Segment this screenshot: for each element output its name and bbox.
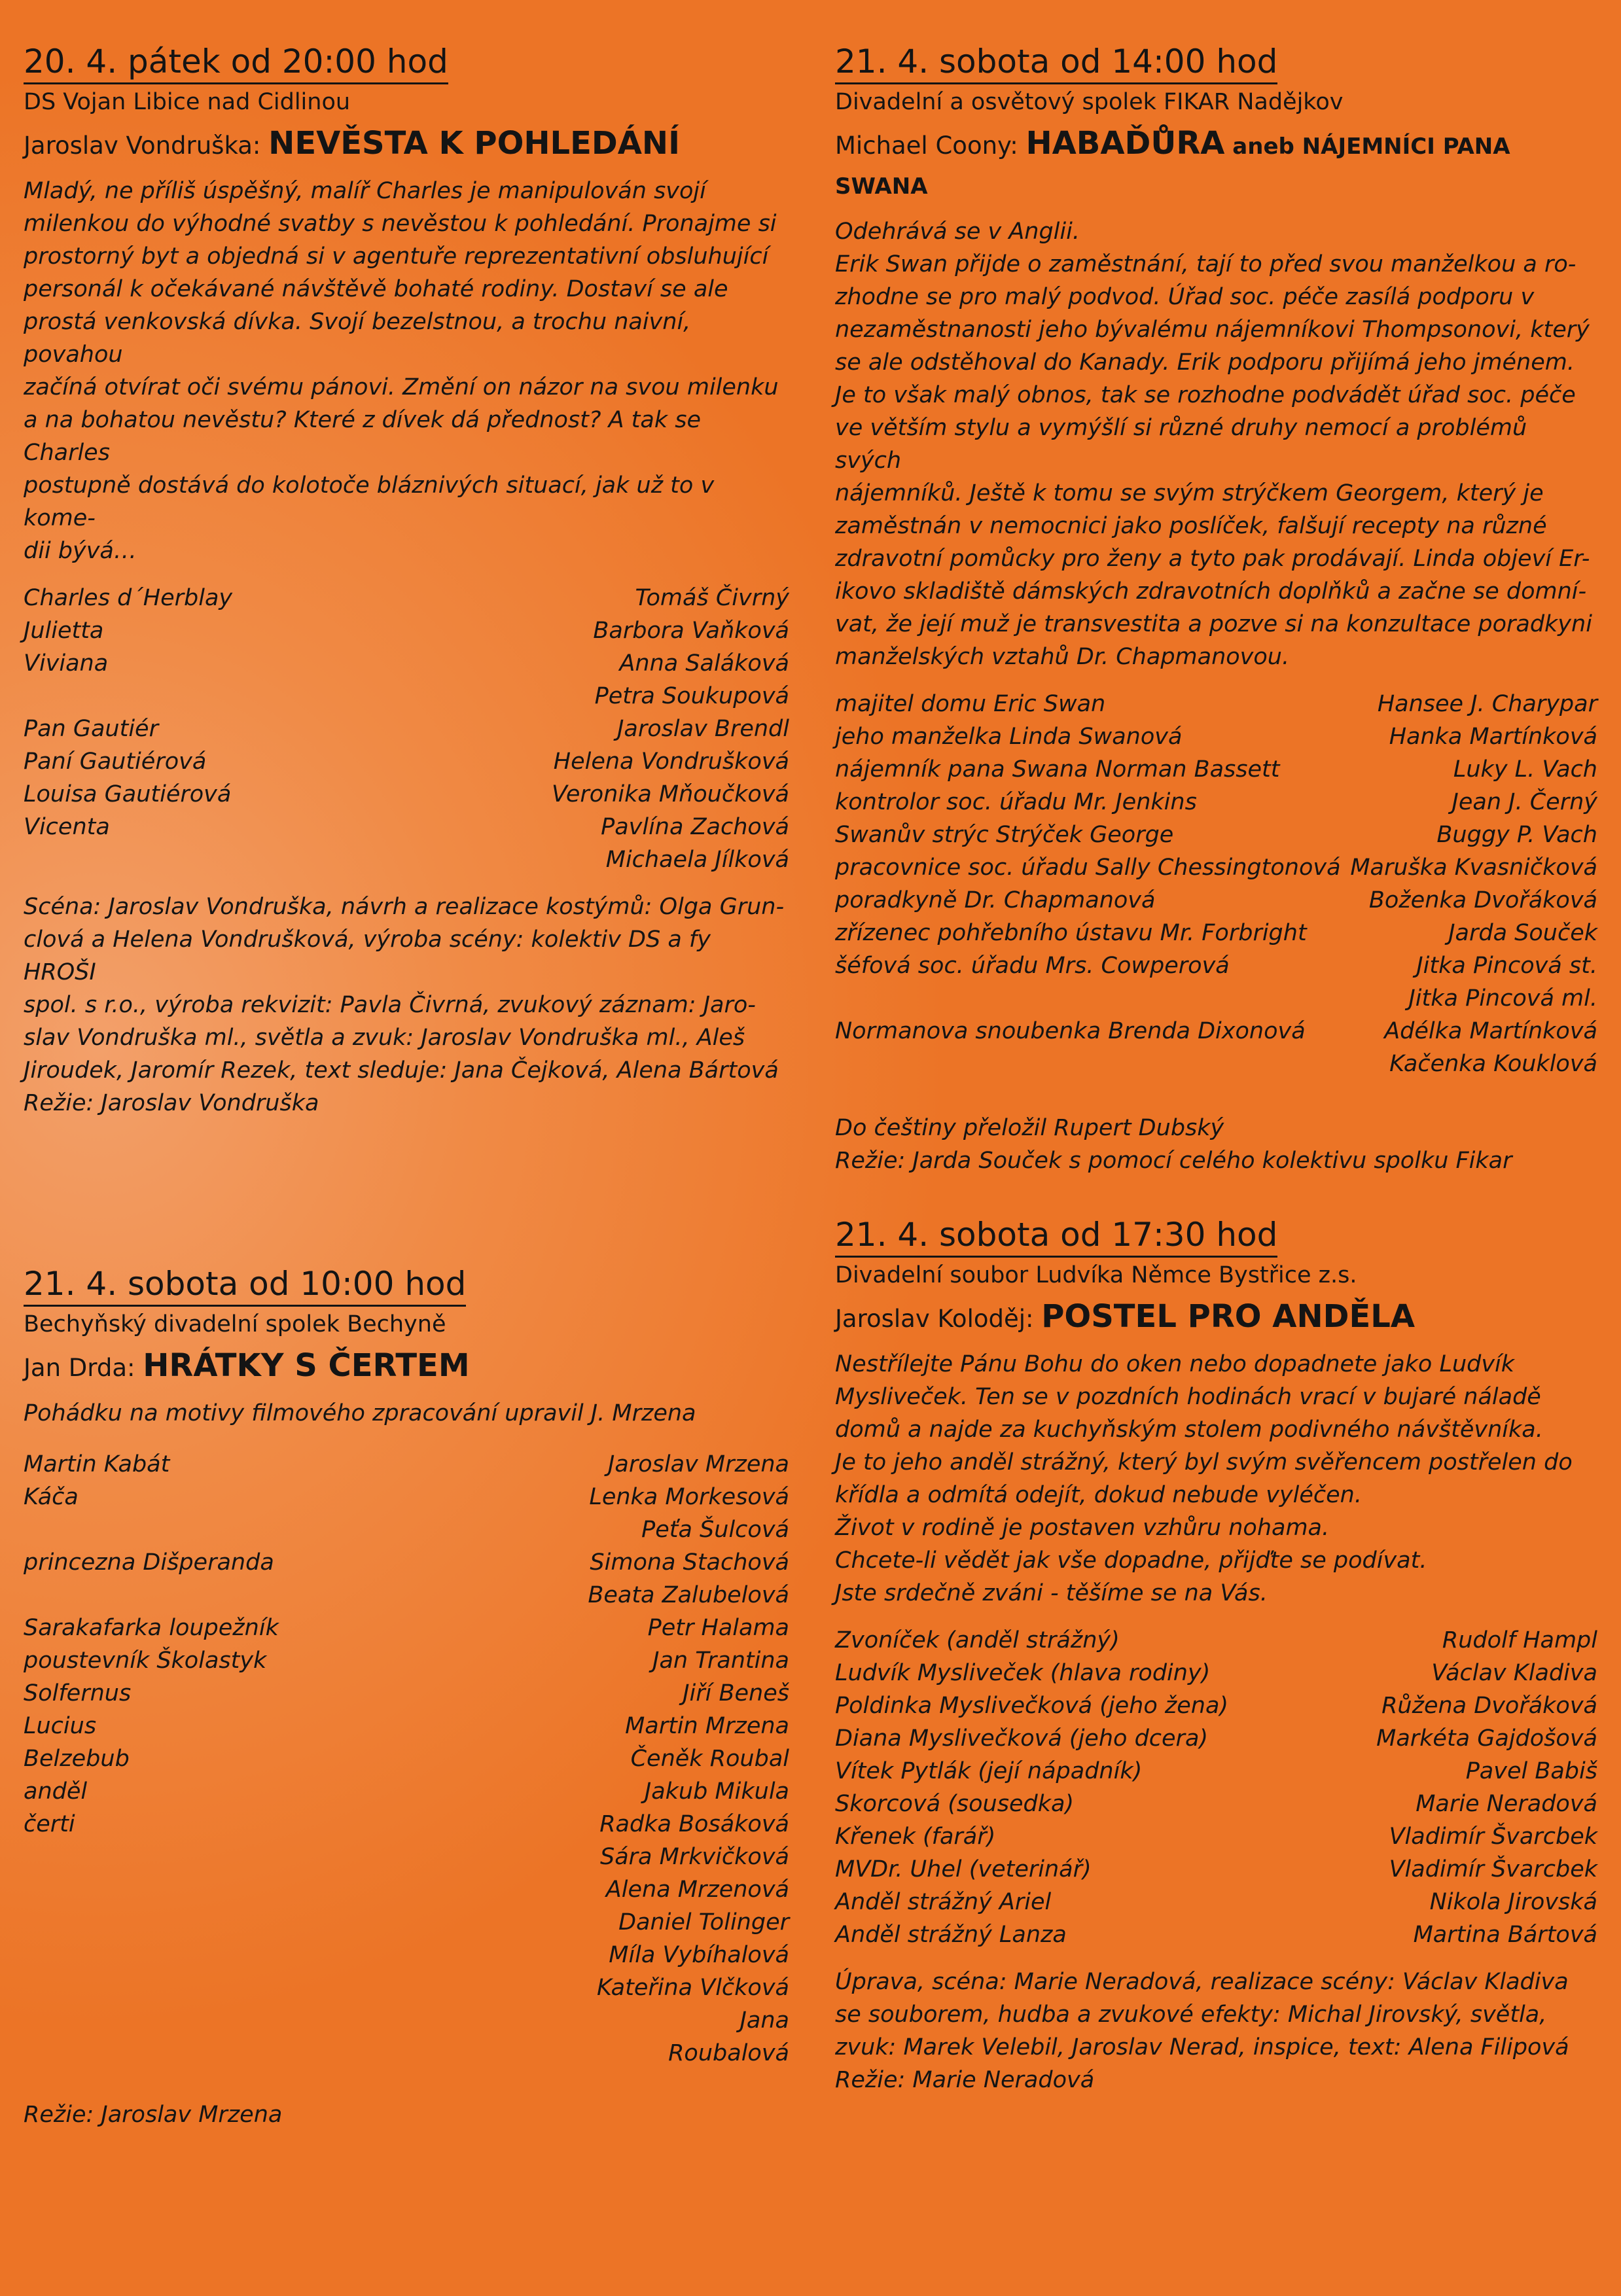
cast-actor: Maruška Kvasničková (1350, 855, 1597, 881)
cast-role: Viviana (24, 650, 109, 677)
event-block-3 (24, 1263, 789, 2131)
cast-role: jeho manželka Linda Swanová (835, 724, 1183, 750)
credits-line: clová a Helena Vondrušková, výroba scény: kolektiv DS a fy HROŠI (24, 927, 711, 985)
description-line: křídla a odmítá odejít, dokud nebude vyléčen. (835, 1482, 1362, 1508)
cast-row (24, 2004, 789, 2037)
description-line: personál k očekávané návštěvě bohaté rodiny. Dostaví se ale (24, 276, 728, 302)
cast-role: poradkyně Dr. Chapmanová (835, 887, 1156, 913)
cast-actor: Radka Bosáková (599, 1811, 789, 1837)
cast-role: nájemník pana Swana Norman Bassett (835, 756, 1280, 783)
cast-row (24, 1873, 789, 1906)
cast-role: anděl (24, 1778, 88, 1805)
credits-line: Scéna: Jaroslav Vondruška, návrh a realizace kostýmů: Olga Grun- (24, 894, 785, 920)
cast-row (835, 819, 1597, 851)
cast-row (835, 1722, 1597, 1755)
cast-role: pracovnice soc. úřadu Sally Chessingtonová (835, 855, 1341, 881)
description-line: Mladý, ne příliš úspěšný, malíř Charles je manipulován svojí (24, 178, 706, 204)
event-block-1 (24, 41, 789, 1120)
cast-list (835, 688, 1597, 1080)
troupe-name: DS Vojan Libice nad Cidlinou (24, 89, 351, 115)
cast-actor: Jaroslav Brendl (617, 716, 789, 742)
cast-row (24, 778, 789, 811)
description-line: dii bývá… (24, 538, 137, 564)
cast-actor: Martina Bártová (1413, 1922, 1597, 1948)
cast-row (24, 1971, 789, 2004)
event-block-2 (835, 41, 1597, 1177)
cast-actor: Vladimír Švarcbek (1389, 1856, 1597, 1882)
description-line: Je to však malý obnos, tak se rozhodne podvádět úřad soc. péče (835, 382, 1576, 408)
cast-role: Martin Kabát (24, 1451, 170, 1477)
cast-actor: Jakub Mikula (644, 1778, 789, 1805)
cast-actor: Roubalová (668, 2040, 789, 2066)
cast-row (24, 1546, 789, 1579)
credits-line: Režie: Jaroslav Vondruška (24, 1090, 319, 1116)
cast-row (835, 1853, 1597, 1886)
description-line: a na bohatou nevěstu? Které z dívek dá přednost? A tak se Charles (24, 407, 701, 466)
cast-actor: Jitka Pincová st. (1416, 953, 1597, 979)
cast-actor: Barbora Vaňková (593, 618, 789, 644)
cast-actor: Beata Zalubelová (588, 1582, 789, 1608)
play-title: HABAĎŮRA (1025, 125, 1225, 162)
cast-actor: Adélka Martínková (1384, 1018, 1597, 1044)
cast-role: Belzebub (24, 1746, 130, 1772)
play-subtitle: aneb NÁJEMNÍCI PANA SWANA (835, 133, 1510, 200)
credits-line: Režie: Marie Neradová (835, 2067, 1095, 2093)
event-date: 21. 4. sobota od 10:00 hod (24, 1263, 466, 1307)
cast-actor: Míla Vybíhalová (609, 1942, 789, 1968)
cast-actor: Jean J. Černý (1452, 789, 1597, 815)
play-title: NEVĚSTA K POHLEDÁNÍ (268, 125, 680, 162)
description-line: Život v rodině je postaven vzhůru nohama. (835, 1515, 1330, 1541)
cast-row (24, 713, 789, 745)
cast-actor: Jiří Beneš (683, 1680, 789, 1706)
cast-role: šéfová soc. úřadu Mrs. Cowperová (835, 953, 1230, 979)
cast-row (24, 2037, 789, 2070)
description-line: vat, že její muž je transvestita a pozve si na konzultace poradkyni (835, 611, 1592, 637)
description-line: zdravotní pomůcky pro ženy a tyto pak prodávají. Linda objeví Er- (835, 546, 1590, 572)
cast-role: čerti (24, 1811, 75, 1837)
cast-role: Normanova snoubenka Brenda Dixonová (835, 1018, 1306, 1044)
cast-actor: Jana (739, 2007, 789, 2034)
troupe-name: Divadelní a osvětový spolek FIKAR Nadějkov (835, 89, 1344, 115)
cast-role: Diana Myslivečková (jeho dcera) (835, 1725, 1209, 1752)
cast-actor: Simona Stachová (590, 1549, 789, 1576)
event-date: 21. 4. sobota od 17:30 hod (835, 1214, 1277, 1258)
credits-line: spol. s r.o., výroba rekvizit: Pavla Čivrná, zvukový záznam: Jaro- (24, 992, 756, 1018)
cast-actor: Alena Mrzenová (605, 1877, 789, 1903)
cast-role: Louisa Gautiérová (24, 781, 232, 807)
description-line: nezaměstnanosti jeho bývalému nájemníkovi Thompsonovi, který (835, 317, 1590, 343)
cast-row (24, 1612, 789, 1644)
cast-actor: Marie Neradová (1416, 1791, 1597, 1817)
cast-row (835, 851, 1597, 884)
cast-row (24, 745, 789, 778)
cast-row (24, 1775, 789, 1808)
cast-row (835, 786, 1597, 819)
cast-row (835, 1689, 1597, 1722)
cast-row (24, 1742, 789, 1775)
cast-actor: Tomáš Čivrný (635, 585, 789, 611)
play-author: Jan Drda: (24, 1354, 143, 1382)
cast-row (24, 1808, 789, 1841)
cast-row (835, 1015, 1597, 1048)
cast-actor: Vladimír Švarcbek (1389, 1824, 1597, 1850)
credits-line: se souborem, hudba a zvukové efekty: Michal Jirovský, světla, (835, 2002, 1547, 2028)
cast-role: Swanův strýc Strýček George (835, 822, 1174, 848)
cast-list (24, 1448, 789, 2070)
cast-actor: Václav Kladiva (1431, 1660, 1597, 1686)
cast-actor: Jan Trantina (652, 1648, 789, 1674)
cast-row (835, 949, 1597, 982)
play-title-line (24, 1346, 789, 1388)
description-line: Odehrává se v Anglii. (835, 219, 1080, 245)
cast-row (835, 1886, 1597, 1918)
cast-role: Skorcová (sousedka) (835, 1791, 1075, 1817)
play-title: HRÁTKY S ČERTEM (143, 1347, 470, 1384)
cast-row (24, 1579, 789, 1612)
cast-row (24, 1939, 789, 1971)
cast-row (24, 582, 789, 614)
credits-line: Úprava, scéna: Marie Neradová, realizace scény: Václav Kladiva (835, 1969, 1569, 1995)
cast-actor: Jarda Souček (1448, 920, 1597, 946)
cast-actor: Lenka Morkesová (589, 1484, 789, 1510)
description-line: prostorný byt a objedná si v agentuře reprezentativní obsluhující (24, 243, 769, 270)
play-description (24, 175, 789, 567)
description-line: ikovo skladiště dámských zdravotních doplňků a začne se domní- (835, 578, 1587, 605)
description-line: prostá venkovská dívka. Svojí bezelstnou, a trochu naivní, povahou (24, 309, 691, 368)
cast-row (835, 884, 1597, 917)
cast-role: Pan Gautiér (24, 716, 158, 742)
credits-line: Jiroudek, Jaromír Rezek, text sleduje: Jana Čejková, Alena Bártová (24, 1057, 779, 1084)
cast-row (24, 811, 789, 843)
cast-actor: Jitka Pincová ml. (1408, 985, 1597, 1012)
troupe-name: Bechyňský divadelní spolek Bechyně (24, 1311, 446, 1337)
cast-role: Sarakafarka loupežník (24, 1615, 279, 1641)
play-author: Jaroslav Vondruška: (24, 132, 269, 160)
description-line: ve větším stylu a vymýšlí si různé druhy nemocí a problémů svých (835, 415, 1527, 474)
description-line: milenkou do výhodné svatby s nevěstou k pohledání. Pronajme si (24, 211, 777, 237)
cast-row (835, 982, 1597, 1015)
description-line: zaměstnán v nemocnici jako poslíček, falšují recepty na různé (835, 513, 1547, 539)
cast-row (835, 1624, 1597, 1657)
cast-row (24, 647, 789, 680)
cast-actor: Anna Saláková (619, 650, 789, 677)
cast-row (24, 1448, 789, 1481)
cast-actor: Daniel Tolinger (618, 1909, 789, 1935)
cast-actor: Helena Vondrušková (553, 749, 789, 775)
event-date: 20. 4. pátek od 20:00 hod (24, 41, 448, 84)
cast-role: Ludvík Mysliveček (hlava rodiny) (835, 1660, 1211, 1686)
event-block-4 (835, 1214, 1597, 2096)
cast-actor: Jaroslav Mrzena (608, 1451, 789, 1477)
description-line: se ale odstěhoval do Kanady. Erik podporu přijímá jeho jménem. (835, 349, 1575, 376)
description-line: manželských vztahů Dr. Chapmanovou. (835, 644, 1290, 670)
cast-actor: Kačenka Kouklová (1389, 1051, 1597, 1077)
cast-row (835, 917, 1597, 949)
cast-row (24, 1710, 789, 1742)
play-description (835, 215, 1597, 673)
play-description (835, 1348, 1597, 1610)
cast-role: Vicenta (24, 814, 110, 840)
play-title-line (835, 1297, 1597, 1339)
cast-role: Anděl strážný Lanza (835, 1922, 1067, 1948)
cast-row (835, 1048, 1597, 1080)
cast-row (835, 1755, 1597, 1788)
cast-role: poustevník Školastyk (24, 1648, 267, 1674)
cast-row (24, 1906, 789, 1939)
cast-actor: Michaela Jílková (605, 847, 789, 873)
description-line: Jste srdečně zváni - těšíme se na Vás. (835, 1580, 1268, 1606)
description-line: Je to jeho anděl strážný, který byl svým svěřencem postřelen do (835, 1449, 1573, 1475)
cast-role: Vítek Pytlák (její nápadník) (835, 1758, 1143, 1784)
cast-role: Anděl strážný Ariel (835, 1889, 1052, 1915)
play-title: POSTEL PRO ANDĚLA (1041, 1298, 1415, 1335)
cast-role: majitel domu Eric Swan (835, 691, 1106, 717)
cast-actor: Martin Mrzena (625, 1713, 789, 1739)
cast-row (24, 1513, 789, 1546)
description-line: začíná otvírat oči svému pánovi. Změní on názor na svou milenku (24, 374, 779, 400)
cast-row (835, 688, 1597, 720)
cast-role: Paní Gautiérová (24, 749, 207, 775)
description-line: Mysliveček. Ten se v pozdních hodinách vrací v bujaré náladě (835, 1384, 1541, 1410)
cast-role: zřízenec pohřebního ústavu Mr. Forbright (835, 920, 1307, 946)
play-title-line (835, 124, 1597, 206)
cast-actor: Hansee J. Charypar (1377, 691, 1597, 717)
cast-actor: Růžena Dvořáková (1381, 1693, 1597, 1719)
cast-list (24, 582, 789, 876)
play-author: Jaroslav Koloděj: (835, 1305, 1042, 1333)
cast-row (835, 720, 1597, 753)
cast-row (835, 1788, 1597, 1820)
description-line: Erik Swan přijde o zaměstnání, tají to před svou manželkou a ro- (835, 251, 1576, 277)
cast-row (24, 843, 789, 876)
cast-role: Káča (24, 1484, 79, 1510)
cast-role: Křenek (farář) (835, 1824, 996, 1850)
cast-actor: Sára Mrkvičková (599, 1844, 789, 1870)
cast-row (24, 1677, 789, 1710)
cast-actor: Pavlína Zachová (601, 814, 789, 840)
play-description (24, 1397, 789, 1430)
cast-actor: Peťa Šulcová (641, 1517, 789, 1543)
credits (24, 891, 789, 1120)
cast-actor: Luky L. Vach (1453, 756, 1597, 783)
cast-role: Poldinka Myslivečková (jeho žena) (835, 1693, 1229, 1719)
cast-actor: Nikola Jirovská (1429, 1889, 1597, 1915)
cast-actor: Petr Halama (647, 1615, 789, 1641)
cast-row (835, 1918, 1597, 1951)
cast-role: MVDr. Uhel (veterinář) (835, 1856, 1092, 1882)
description-line: Nestřílejte Pánu Bohu do oken nebo dopadnete jako Ludvík (835, 1351, 1515, 1377)
cast-row (24, 1841, 789, 1873)
credits-line: Do češtiny přeložil Rupert Dubský (835, 1115, 1224, 1141)
cast-row (24, 1644, 789, 1677)
description-line: Chcete-li vědět jak vše dopadne, přijďte se podívat. (835, 1547, 1427, 1574)
description-line: zhodne se pro malý podvod. Úřad soc. péče zasílá podporu v (835, 284, 1535, 310)
cast-row (24, 1481, 789, 1513)
cast-row (835, 1820, 1597, 1853)
troupe-name: Divadelní soubor Ludvíka Němce Bystřice z.s. (835, 1262, 1357, 1288)
cast-actor: Markéta Gajdošová (1376, 1725, 1597, 1752)
cast-row (24, 680, 789, 713)
play-author: Michael Coony: (835, 132, 1026, 160)
credits (835, 1112, 1597, 1177)
cast-actor: Pavel Babiš (1465, 1758, 1597, 1784)
cast-row (835, 753, 1597, 786)
cast-role: Solfernus (24, 1680, 132, 1706)
event-date: 21. 4. sobota od 14:00 hod (835, 41, 1277, 84)
cast-role: princezna Dišperanda (24, 1549, 274, 1576)
cast-role: Julietta (24, 618, 104, 644)
credits-line: zvuk: Marek Velebil, Jaroslav Nerad, inspice, text: Alena Filipová (835, 2034, 1569, 2060)
cast-role: Zvoníček (anděl strážný) (835, 1627, 1120, 1653)
description-line: domů a najde za kuchyňským stolem podivného návštěvníka. (835, 1417, 1543, 1443)
cast-actor: Kateřina Vlčková (596, 1975, 789, 2001)
credits-line: Režie: Jaroslav Mrzena (24, 2102, 283, 2128)
cast-actor: Rudolf Hampl (1442, 1627, 1597, 1653)
cast-list (835, 1624, 1597, 1951)
cast-actor: Hanka Martínková (1389, 724, 1597, 750)
cast-row (24, 614, 789, 647)
cast-role: Lucius (24, 1713, 97, 1739)
description-line: postupně dostává do kolotoče bláznivých situací, jak už to v kome- (24, 472, 715, 531)
description-line: nájemníků. Ještě k tomu se svým strýčkem Georgem, který je (835, 480, 1544, 506)
credits (835, 1966, 1597, 2096)
credits-line: slav Vondruška ml., světla a zvuk: Jaroslav Vondruška ml., Aleš (24, 1025, 745, 1051)
cast-actor: Petra Soukupová (594, 683, 789, 709)
cast-row (835, 1657, 1597, 1689)
credits (24, 2098, 789, 2131)
play-title-line (24, 124, 789, 166)
cast-actor: Čeněk Roubal (630, 1746, 789, 1772)
cast-role: kontrolor soc. úřadu Mr. Jenkins (835, 789, 1197, 815)
cast-role: Charles d´Herblay (24, 585, 233, 611)
description-line: Pohádku na motivy filmového zpracování upravil J. Mrzena (24, 1400, 696, 1426)
cast-actor: Boženka Dvořáková (1368, 887, 1597, 913)
cast-actor: Buggy P. Vach (1436, 822, 1597, 848)
credits-line: Režie: Jarda Souček s pomocí celého kolektivu spolku Fikar (835, 1148, 1512, 1174)
cast-actor: Veronika Mňoučková (551, 781, 789, 807)
